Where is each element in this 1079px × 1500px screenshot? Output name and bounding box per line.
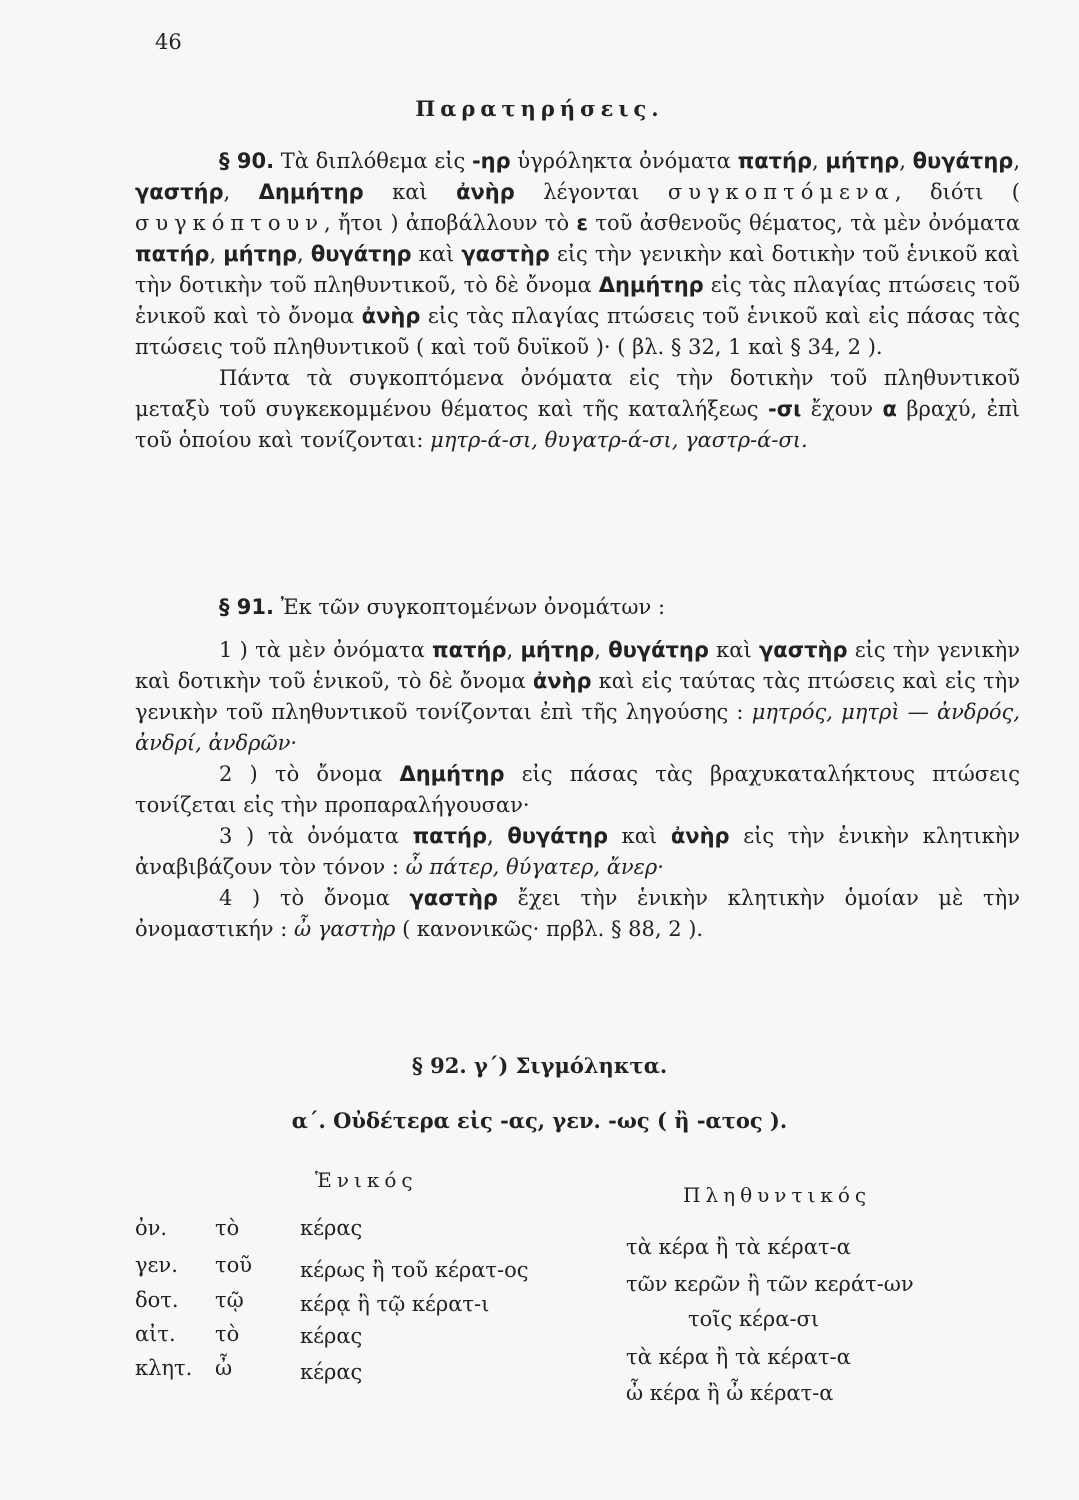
text: καὶ <box>411 242 462 266</box>
text: , <box>1013 149 1021 173</box>
article: τῷ <box>215 1288 244 1312</box>
form: κέρας <box>300 1324 363 1348</box>
text: ἔχουν <box>801 397 883 421</box>
example: ὦ πάτερ, θύγατερ, ἄνερ· <box>405 855 664 879</box>
text: , <box>297 242 311 266</box>
text: 2 ) τὸ ὄνομα <box>219 762 400 786</box>
form: κέρως ἢ τοῦ κέρατ-ος <box>300 1258 529 1282</box>
text: 4 ) τὸ ὄνομα <box>219 886 410 910</box>
text: καὶ <box>708 638 759 662</box>
term: Δημήτηρ <box>258 180 364 204</box>
list-item <box>135 759 1020 821</box>
case-label: γεν. <box>135 1253 178 1277</box>
text: , διότι ( <box>894 180 1021 204</box>
paragraph-90 <box>135 146 1020 456</box>
text: εἰς τὴν γενικὴν καὶ δοτικὴν τοῦ ἑνικοῦ καὶ τὴν δοτικὴν τοῦ πληθυντικοῦ, τὸ δὲ ὄνομα <box>135 242 1021 297</box>
page-number: 46 <box>155 30 182 54</box>
paragraph-91 <box>135 592 1020 945</box>
text: λέγονται <box>514 180 668 204</box>
text: ἔχει τὴν ἑνικὴν κλητικὴν ὁμοίαν μὲ τὴν ὀνομαστικήν : <box>135 886 1020 941</box>
text: καὶ εἰς ταύτας τὰς πτώσεις καὶ εἰς τὴν γενικὴν τοῦ πληθυντικοῦ τονίζονται ἐπὶ τῆς ληγούσης : <box>135 669 1021 724</box>
text: ( κανονικῶς· πρβλ. § 88, 2 ). <box>395 917 704 941</box>
term: α <box>882 397 897 421</box>
text: Πάντα τὰ συγκοπτόμενα ὀνόματα εἰς τὴν δοτικὴν τοῦ πληθυντικοῦ μεταξὺ τοῦ συγκεκομμένου θέματος καὶ τῆς καταλήξεως <box>135 366 1020 421</box>
text: , <box>223 180 259 204</box>
case-label: ὀν. <box>135 1216 168 1240</box>
term: Δημήτηρ <box>598 273 704 297</box>
example: μητρ-ά-σι, θυγατρ-ά-σι, γαστρ-ά-σι. <box>430 428 808 452</box>
form: κέρᾳ ἢ τῷ κέρατ-ι <box>300 1292 490 1316</box>
text: 1 ) τὰ μὲν ὀνόματα <box>219 638 433 662</box>
spaced-term: συγκόπτουν <box>135 211 325 235</box>
singular-header: Ἑνικός <box>315 1168 418 1192</box>
text: , <box>594 638 609 662</box>
term: πατήρ <box>135 242 210 266</box>
text: 3 ) τὰ ὀνόματα <box>219 824 413 848</box>
text: ὑγρόληκτα ὀνόματα <box>510 149 738 173</box>
article: ὦ <box>215 1356 233 1380</box>
term: -σι <box>768 397 802 421</box>
form: κέρας <box>300 1216 363 1240</box>
term: -ηρ <box>471 149 511 173</box>
term: γαστὴρ <box>409 886 498 910</box>
list-item <box>135 821 1020 883</box>
term: ἀνὴρ <box>361 304 421 328</box>
section-number: § 90. <box>219 149 275 173</box>
example: ὦ γαστὴρ <box>293 917 396 941</box>
term: γαστὴρ <box>759 638 848 662</box>
text: , ἤτοι ) ἀποβάλλουν τὸ <box>324 211 577 235</box>
term: ε <box>576 211 589 235</box>
term: πατήρ <box>432 638 507 662</box>
text: Τὰ διπλόθεμα εἰς <box>274 149 472 173</box>
list-item <box>135 883 1020 945</box>
term: ἀνὴρ <box>670 824 730 848</box>
plural-form: τὰ κέρα ἢ τὰ κέρατ-α <box>626 1345 851 1369</box>
text: εἰς τὴν γενικὴν καὶ δοτικὴν τοῦ ἑνικοῦ, τὸ δὲ ὄνομα <box>135 638 1021 693</box>
text: καὶ <box>608 824 671 848</box>
text: εἰς τὰς πλαγίας πτώσεις τοῦ ἑνικοῦ καὶ τὸ ὄνομα <box>135 273 1020 328</box>
text: , <box>899 149 913 173</box>
term: Δημήτηρ <box>399 762 505 786</box>
term: μήτηρ <box>520 638 595 662</box>
text: καὶ <box>363 180 457 204</box>
case-label: κλητ. <box>135 1356 193 1380</box>
term: μήτηρ <box>223 242 298 266</box>
spaced-term: συγκοπτόμενα <box>667 180 895 204</box>
form: κέρας <box>300 1360 363 1384</box>
term: γαστήρ <box>135 180 224 204</box>
article: τὸ <box>215 1216 240 1240</box>
term: πατήρ <box>737 149 813 173</box>
plural-form: τοῖς κέρα-σι <box>688 1307 820 1331</box>
term: θυγάτηρ <box>310 242 412 266</box>
text: εἰς πάσας τὰς βραχυκαταλήκτους πτώσεις τονίζεται εἰς τὴν προπαραλήγουσαν· <box>135 762 1020 817</box>
term: μήτηρ <box>825 149 900 173</box>
text: εἰς τὰς πλαγίας πτώσεις τοῦ ἑνικοῦ καὶ εἰς πάσας τὰς πτώσεις τοῦ πληθυντικοῦ ( καὶ τοῦ δυϊκοῦ )· ( βλ. § 32, 1 καὶ § 34, 2 ). <box>135 304 1021 359</box>
text: τοῦ ἀσθενοῦς θέματος, τὰ μὲν ὀνόματα <box>588 211 1021 235</box>
plural-form: τὰ κέρα ἢ τὰ κέρατ-α <box>626 1235 851 1259</box>
text: εἰς τὴν ἑνικὴν κλητικὴν ἀναβιβάζουν τὸν τόνον : <box>135 824 1021 879</box>
term: θυγάτηρ <box>507 824 609 848</box>
section-number: § 91. <box>219 595 275 619</box>
case-label: αἰτ. <box>135 1322 176 1346</box>
section-92-title: § 92. γ΄) Σιγμόληκτα. <box>411 1053 668 1078</box>
text: , <box>812 149 826 173</box>
term: πατήρ <box>412 824 487 848</box>
section-92-subtitle: α΄. Οὐδέτερα εἰς -ας, γεν. -ως ( ἢ -ατος ). <box>291 1108 788 1133</box>
plural-form: ὦ κέρα ἢ ὦ κέρατ-α <box>626 1381 834 1405</box>
text: , <box>487 824 508 848</box>
term: θυγάτηρ <box>608 638 709 662</box>
article: τοῦ <box>215 1253 253 1277</box>
article: τὸ <box>215 1322 240 1346</box>
example: μητρός, μητρὶ — ἀνδρός, ἀνδρί, ἀνδρῶν· <box>135 700 1020 755</box>
text: Ἐκ τῶν συγκοπτομένων ὀνομάτων : <box>274 595 666 619</box>
plural-header: Πληθυντικός <box>683 1183 872 1207</box>
plural-form: τῶν κερῶν ἢ τῶν κεράτ-ων <box>626 1272 914 1296</box>
list-item <box>135 635 1020 759</box>
text: βραχύ, ἐπὶ τοῦ ὁποίου καὶ τονίζονται: <box>135 397 1020 452</box>
term: γαστὴρ <box>461 242 550 266</box>
section-heading: Παρατηρήσεις. <box>415 96 664 121</box>
text: , <box>506 638 521 662</box>
term: θυγάτηρ <box>912 149 1014 173</box>
term: ἀνὴρ <box>456 180 515 204</box>
text: , <box>209 242 224 266</box>
term: ἀνὴρ <box>532 669 592 693</box>
case-label: δοτ. <box>135 1288 179 1312</box>
